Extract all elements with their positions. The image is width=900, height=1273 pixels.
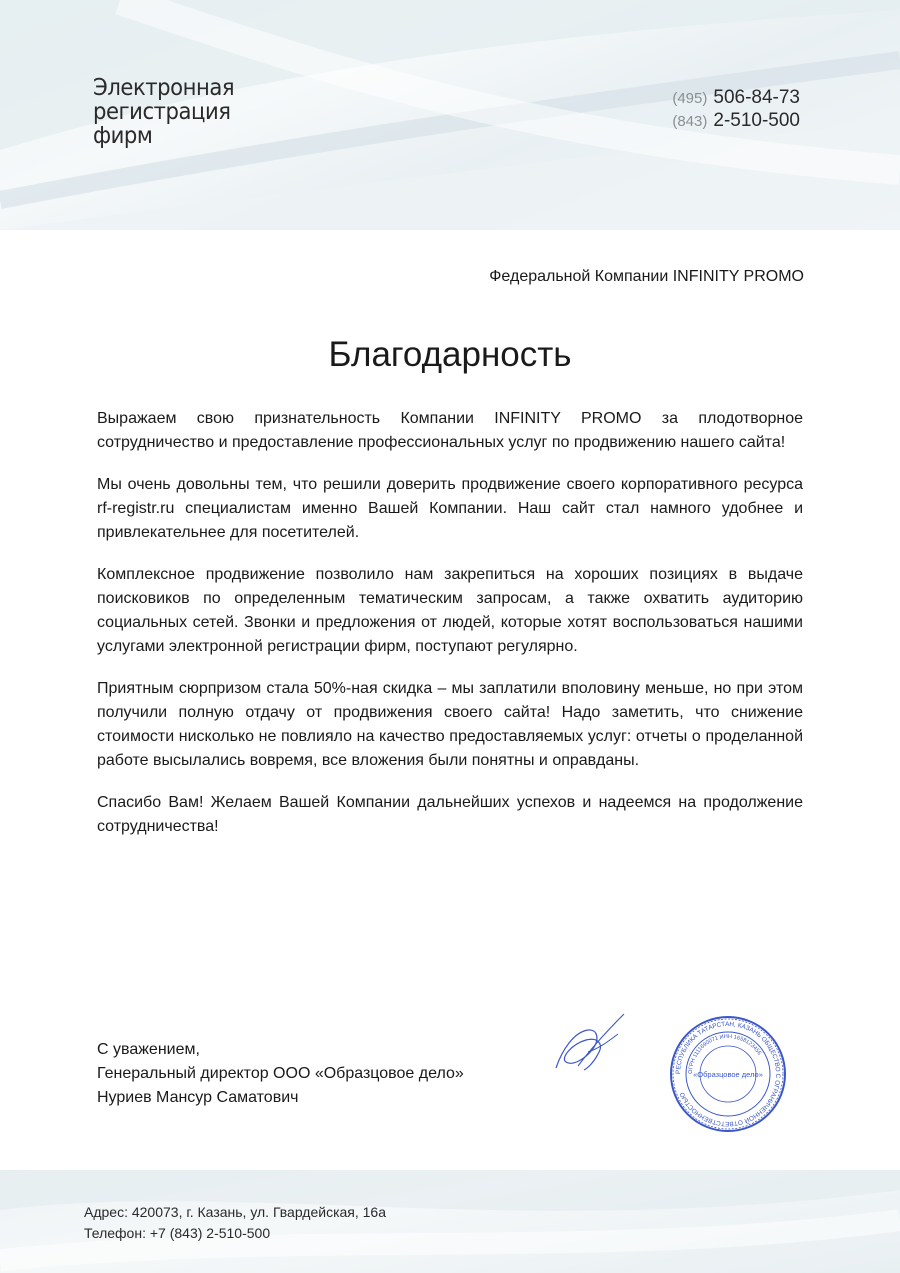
company-seal-stamp	[668, 1014, 788, 1134]
footer-phone: Телефон: +7 (843) 2-510-500	[84, 1225, 271, 1241]
letter-body	[97, 407, 803, 857]
company-logo	[93, 76, 234, 148]
letterhead-footer	[0, 1170, 900, 1273]
handwritten-signature	[548, 1010, 638, 1080]
stamp-center-text: «Образцовое дело»	[693, 1070, 763, 1079]
signoff-greeting: С уважением,	[97, 1041, 200, 1058]
phone-code: (495)	[672, 90, 708, 107]
letter-title: Благодарность	[328, 335, 572, 374]
signoff-position: Генеральный директор ООО «Образцовое дело»	[97, 1065, 464, 1082]
logo-line: фирм	[93, 123, 153, 149]
svg-text:ОГРН 1111690071 ИНН 1658123456	[688, 1034, 762, 1074]
signoff-block	[97, 1038, 464, 1110]
body-paragraph: Комплексное продвижение позволило нам закрепиться на хороших позициях в выдаче поисковиков по определенным тематическим запросам, а также охватить аудиторию социальных сетей. Звонки и предложения от людей, которые хотят воспользоваться нашими услугами электронной регистрации фирм, поступают регулярно.	[97, 566, 803, 655]
body-paragraph: Выражаем свою признательность Компании INFINITY PROMO за плодотворное сотрудничество и предоставление профессиональных услуг по продвижению нашего сайта!	[97, 410, 803, 451]
footer-address: Адрес: 420073, г. Казань, ул. Гвардейская, 16а	[84, 1204, 387, 1220]
stamp-inner-ring-text: ОГРН 1111690071 ИНН 1658123456	[687, 1033, 763, 1075]
signoff-name: Нуриев Мансур Саматович	[97, 1089, 299, 1106]
body-paragraph: Мы очень довольны тем, что решили доверить продвижение своего корпоративного ресурса rf-registr.ru специалистам именно Вашей Компании. Наш сайт стал намного удобнее и привлекательнее для посетителей.	[97, 476, 803, 541]
header-phones	[672, 87, 800, 133]
footer-contacts	[84, 1202, 386, 1244]
phone-code: (843)	[672, 113, 708, 130]
stamp-ring-text: РЕСПУБЛИКА ТАТАРСТАН, КАЗАНЬ ОБЩЕСТВО С ОГРАНИЧЕННОЙ ОТВЕТСТВЕННОСТЬЮ	[674, 1020, 782, 1128]
phone-line	[672, 110, 800, 133]
logo-line: регистрация	[93, 99, 231, 125]
logo-line: Электронная	[93, 75, 235, 101]
phone-number: 2-510-500	[713, 110, 800, 131]
letterhead-header	[0, 0, 900, 230]
body-paragraph: Приятным сюрпризом стала 50%-ная скидка – мы заплатили вполовину меньше, но при этом получили полную отдачу от продвижения своего сайта! Надо заметить, что снижение стоимости нисколько не повлияло на качество предоставляемых услуг: отчеты о проделанной работе высылались вовремя, все вложения были понятны и оправданы.	[97, 680, 803, 769]
body-paragraph: Спасибо Вам! Желаем Вашей Компании дальнейших успехов и надеемся на продолжение сотрудничества!	[97, 794, 803, 835]
addressee: Федеральной Компании INFINITY PROMO	[489, 268, 804, 285]
phone-number: 506-84-73	[713, 87, 800, 108]
phone-line	[672, 87, 800, 110]
